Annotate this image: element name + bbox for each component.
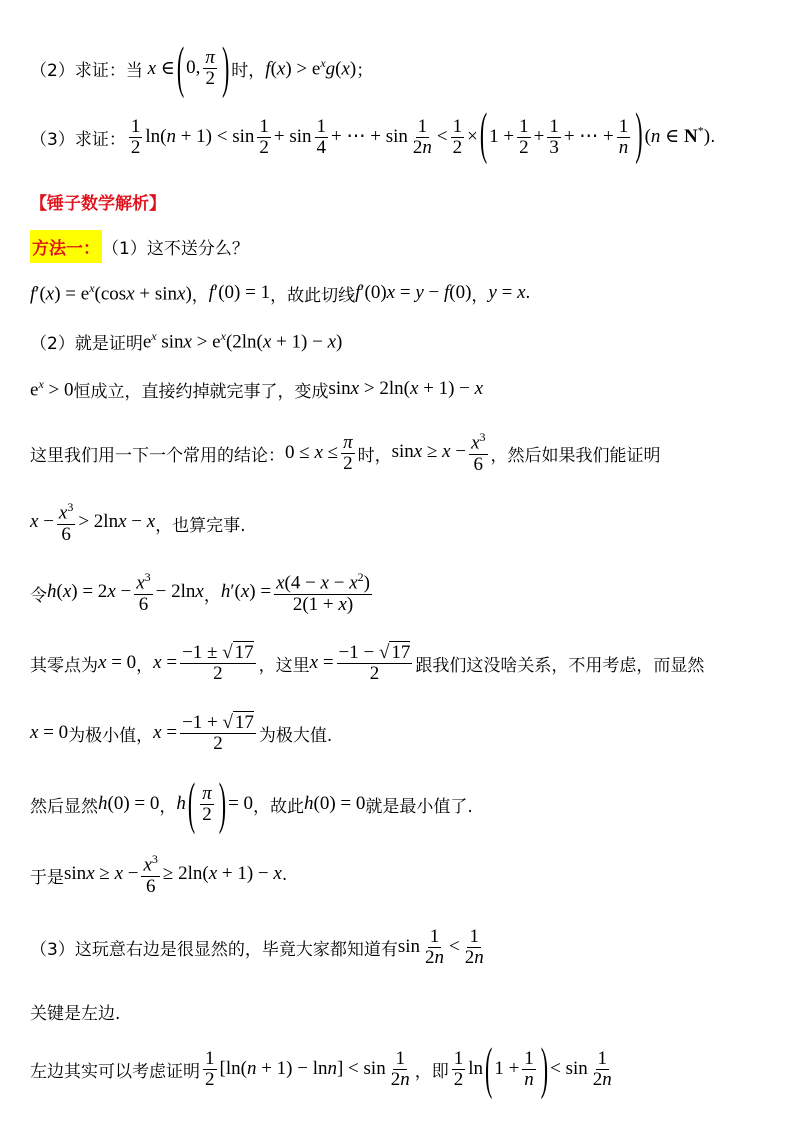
minimum-line: 然后显然 h(0) = 0 ， h ( $\frac{\pi}{2}$ ) = 0 ，故此 h(0) = 0 就是最小值了.: [30, 770, 473, 836]
conclusion-line: 于是 sinx ≥ x − $\frac{x^3}{6}$ ≥ 2ln(x + 1) − x .: [30, 852, 288, 897]
zeros-line: 其零点为 x = 0 ， x = $\frac{-1 \pm √ 17}{2}$ ，这里 x = $\frac{-1 - √ 17}{2}$ 跟我们这没啥关系，不用考虑，而显然: [30, 641, 705, 684]
left-side-line: 左边其实可以考虑证明 $\frac{1}{2}$ [ln(n + 1) − lnn] < sin $\frac{1}{2n}$ ，即 $\frac{1}{2}$ ln ( 1 + $\frac{1}{n}$ ) < sin $\frac{1}{2n}$: [30, 1035, 612, 1101]
problem-part2: （2）求证：当 x ∈ ( 0, $\frac{\pi}{2}$ ) 时， $f(x) > e^xg(x)$ ；: [30, 34, 374, 100]
target-inequality-line: x − $\frac{x^3}{6}$ > 2lnx − x ，也算完事.: [30, 500, 246, 545]
known-inequality-line: 这里我们用一下一个常用的结论： 0 ≤ x ≤ $\frac{\pi}{2}$ 时， sinx ≥ x − $\frac{x^3}{6}$ ，然后如果我们能证明: [30, 430, 661, 475]
derivative-line: $f'(x) = e^x(\cos x + \sin x)$ ， f′(0) = 1 ，故此切线 f′(0)x = y − f(0) ， y = x.: [30, 280, 531, 306]
method-label: 方法一：: [30, 230, 102, 263]
h-definition-line: 令 h(x) = 2x − $\frac{x^3}{6}$ − 2lnx ， h′(x) = $\frac{x(4 - x - x^2)}{2(1 + x)}$: [30, 570, 370, 615]
part3-intro: （3）这玩意右边是很显然的，毕竟大家都知道有 sin $\frac{1}{2n}$ < $\frac{1}{2n}$: [30, 925, 484, 968]
reduction-line: $e^x > 0$ 恒成立，直接约掉就完事了，变成 sinx > 2ln(x + 1) − x: [30, 376, 484, 402]
extrema-line: x = 0 为极小值， x = $\frac{-1 + √ 17}{2}$ 为极大值.: [30, 711, 333, 754]
key-point-line: 关键是左边.: [30, 1003, 121, 1024]
part2-intro: （2）就是证明 $e^x$ $\sin x > e^x(2\ln(x + 1) - x)$: [30, 328, 343, 354]
method-one-line: 方法一： （1）这不送分么？: [30, 230, 780, 262]
problem-part3: （3）求证： $\frac{1}{2}$ ln(n + 1) < sin $\frac{1}{2}$ + sin $\frac{1}{4}$ + ⋯ + sin $\frac{1}{2n}$ < $\frac{1}{2}$ ×( 1 + $\frac{1}{2}$ + $\frac{1}{3}$ + ⋯ + $\frac{1}{n}$ ) (n ∈ N*) .: [30, 100, 716, 166]
solution-header: 【锤子数学解析】: [30, 193, 166, 214]
